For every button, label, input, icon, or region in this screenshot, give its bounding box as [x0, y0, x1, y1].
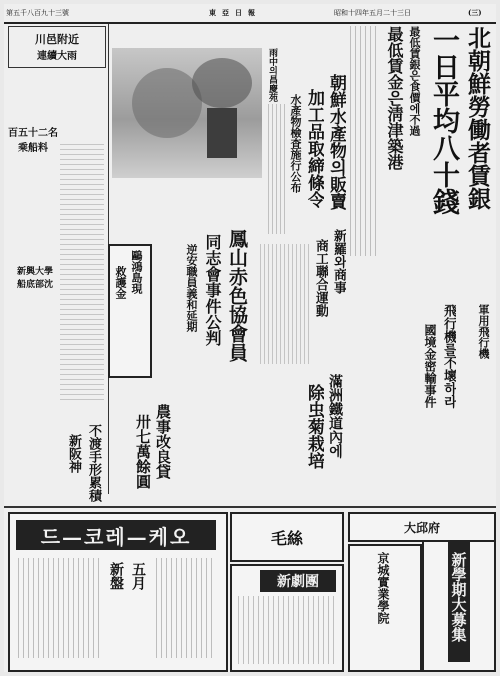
left-story-1 [8, 124, 58, 154]
ad-band-rule [4, 506, 496, 508]
yarn-ad [230, 512, 344, 562]
theatre-ad-title: 新劇團 [260, 570, 336, 592]
story2-subheading: 加工品取締條令 [304, 89, 324, 208]
theatre-ad-text [238, 596, 334, 664]
story7-headline: 農事改良貸 [154, 404, 172, 479]
story6-kicker: 軍用飛行機 [477, 304, 490, 359]
newspaper-page [4, 4, 496, 672]
lead-body-text [350, 26, 380, 256]
story7-subheading: 卅七萬餘圓 [134, 414, 152, 489]
page-number: (三) [468, 8, 482, 17]
left-story-1-subheading: 乘船料 [18, 143, 48, 154]
story3-body-text [260, 244, 310, 364]
story8-headline: 不渡手形累積 [86, 424, 101, 502]
masthead [4, 4, 496, 24]
enrollment-ad-title: 新學期大募集 [448, 532, 470, 662]
story4-subheading: 同志會事件公判 [203, 234, 222, 346]
story8-subheading: 新阪神 [66, 434, 81, 473]
okeh-ad-new-release: 新盤 [108, 562, 124, 590]
relief-fund-box [108, 244, 152, 378]
lead-kicker: 北朝鮮勞働者賃銀 [464, 26, 491, 210]
story4-deck: 逆安職員義和延期 [185, 244, 198, 332]
story5-subheading: 除虫菊栽培 [304, 384, 324, 469]
okeh-records-ad [8, 512, 228, 672]
left-story-1-headline: 百五十二名 [8, 128, 58, 139]
story6-headline: 飛行機를不壞하라 [441, 304, 456, 408]
story3-subheading: 商工聯合運動 [313, 239, 328, 317]
left-story-2-subheading: 船底部沈 [16, 280, 53, 290]
story4-headline: 鳳山赤色協會員 [226, 229, 248, 362]
daegu-ad [348, 512, 496, 542]
relief-fund-label: 救護金 [114, 266, 127, 299]
lead-subheading-2: 最低賃金은淸津築港 [385, 26, 404, 170]
okeh-ad-listing [18, 558, 102, 658]
theatre-ad [230, 564, 344, 672]
left-box-headline: 川邑附近 [35, 33, 79, 46]
left-story-2 [12, 264, 58, 290]
yarn-ad-title: 毛絲 [270, 528, 303, 548]
photo-pavilion-shape [192, 58, 252, 108]
story5-headline: 滿洲鐵道內에 [327, 374, 343, 458]
photo-garden-rain [112, 48, 262, 178]
left-box-subheading: 連續大雨 [37, 51, 77, 62]
institute-ad-title: 京城實業學院 [376, 552, 390, 624]
paper-name: 東亞日報 [209, 8, 261, 17]
photo-figure-shape [207, 108, 237, 158]
story2-headline: 朝鮮水產物의販賣 [326, 74, 346, 210]
left-story-2-headline: 新興大學 [16, 267, 53, 277]
lead-subheading-1: 最低賃銀은食價에不過 [408, 26, 421, 136]
issue-number: 第五千八百九十三號 [6, 9, 69, 17]
issue-date: 昭和十四年五月二十三日 [334, 9, 411, 17]
photo-caption: 雨中의昌慶苑 [267, 48, 277, 102]
institute-ad [348, 544, 422, 672]
relief-fund-title: 鷗鴻島現 [130, 250, 143, 294]
left-box-story [8, 26, 106, 68]
okeh-ad-month: 五月 [130, 562, 146, 590]
story6-subheading: 國境金密輸事件 [423, 324, 437, 408]
lead-headline: 一日平均八十錢 [428, 26, 459, 215]
okeh-records-banner: 드—코레—케오 [16, 520, 216, 550]
story3-headline: 新羅와商事 [331, 229, 346, 294]
daegu-ad-title: 大邱府 [403, 520, 440, 535]
okeh-ad-listing-2 [156, 558, 216, 658]
enrollment-ad [422, 524, 496, 672]
left-body-text [60, 144, 104, 404]
story2-deck: 水產物檢査施行公布 [289, 94, 302, 193]
